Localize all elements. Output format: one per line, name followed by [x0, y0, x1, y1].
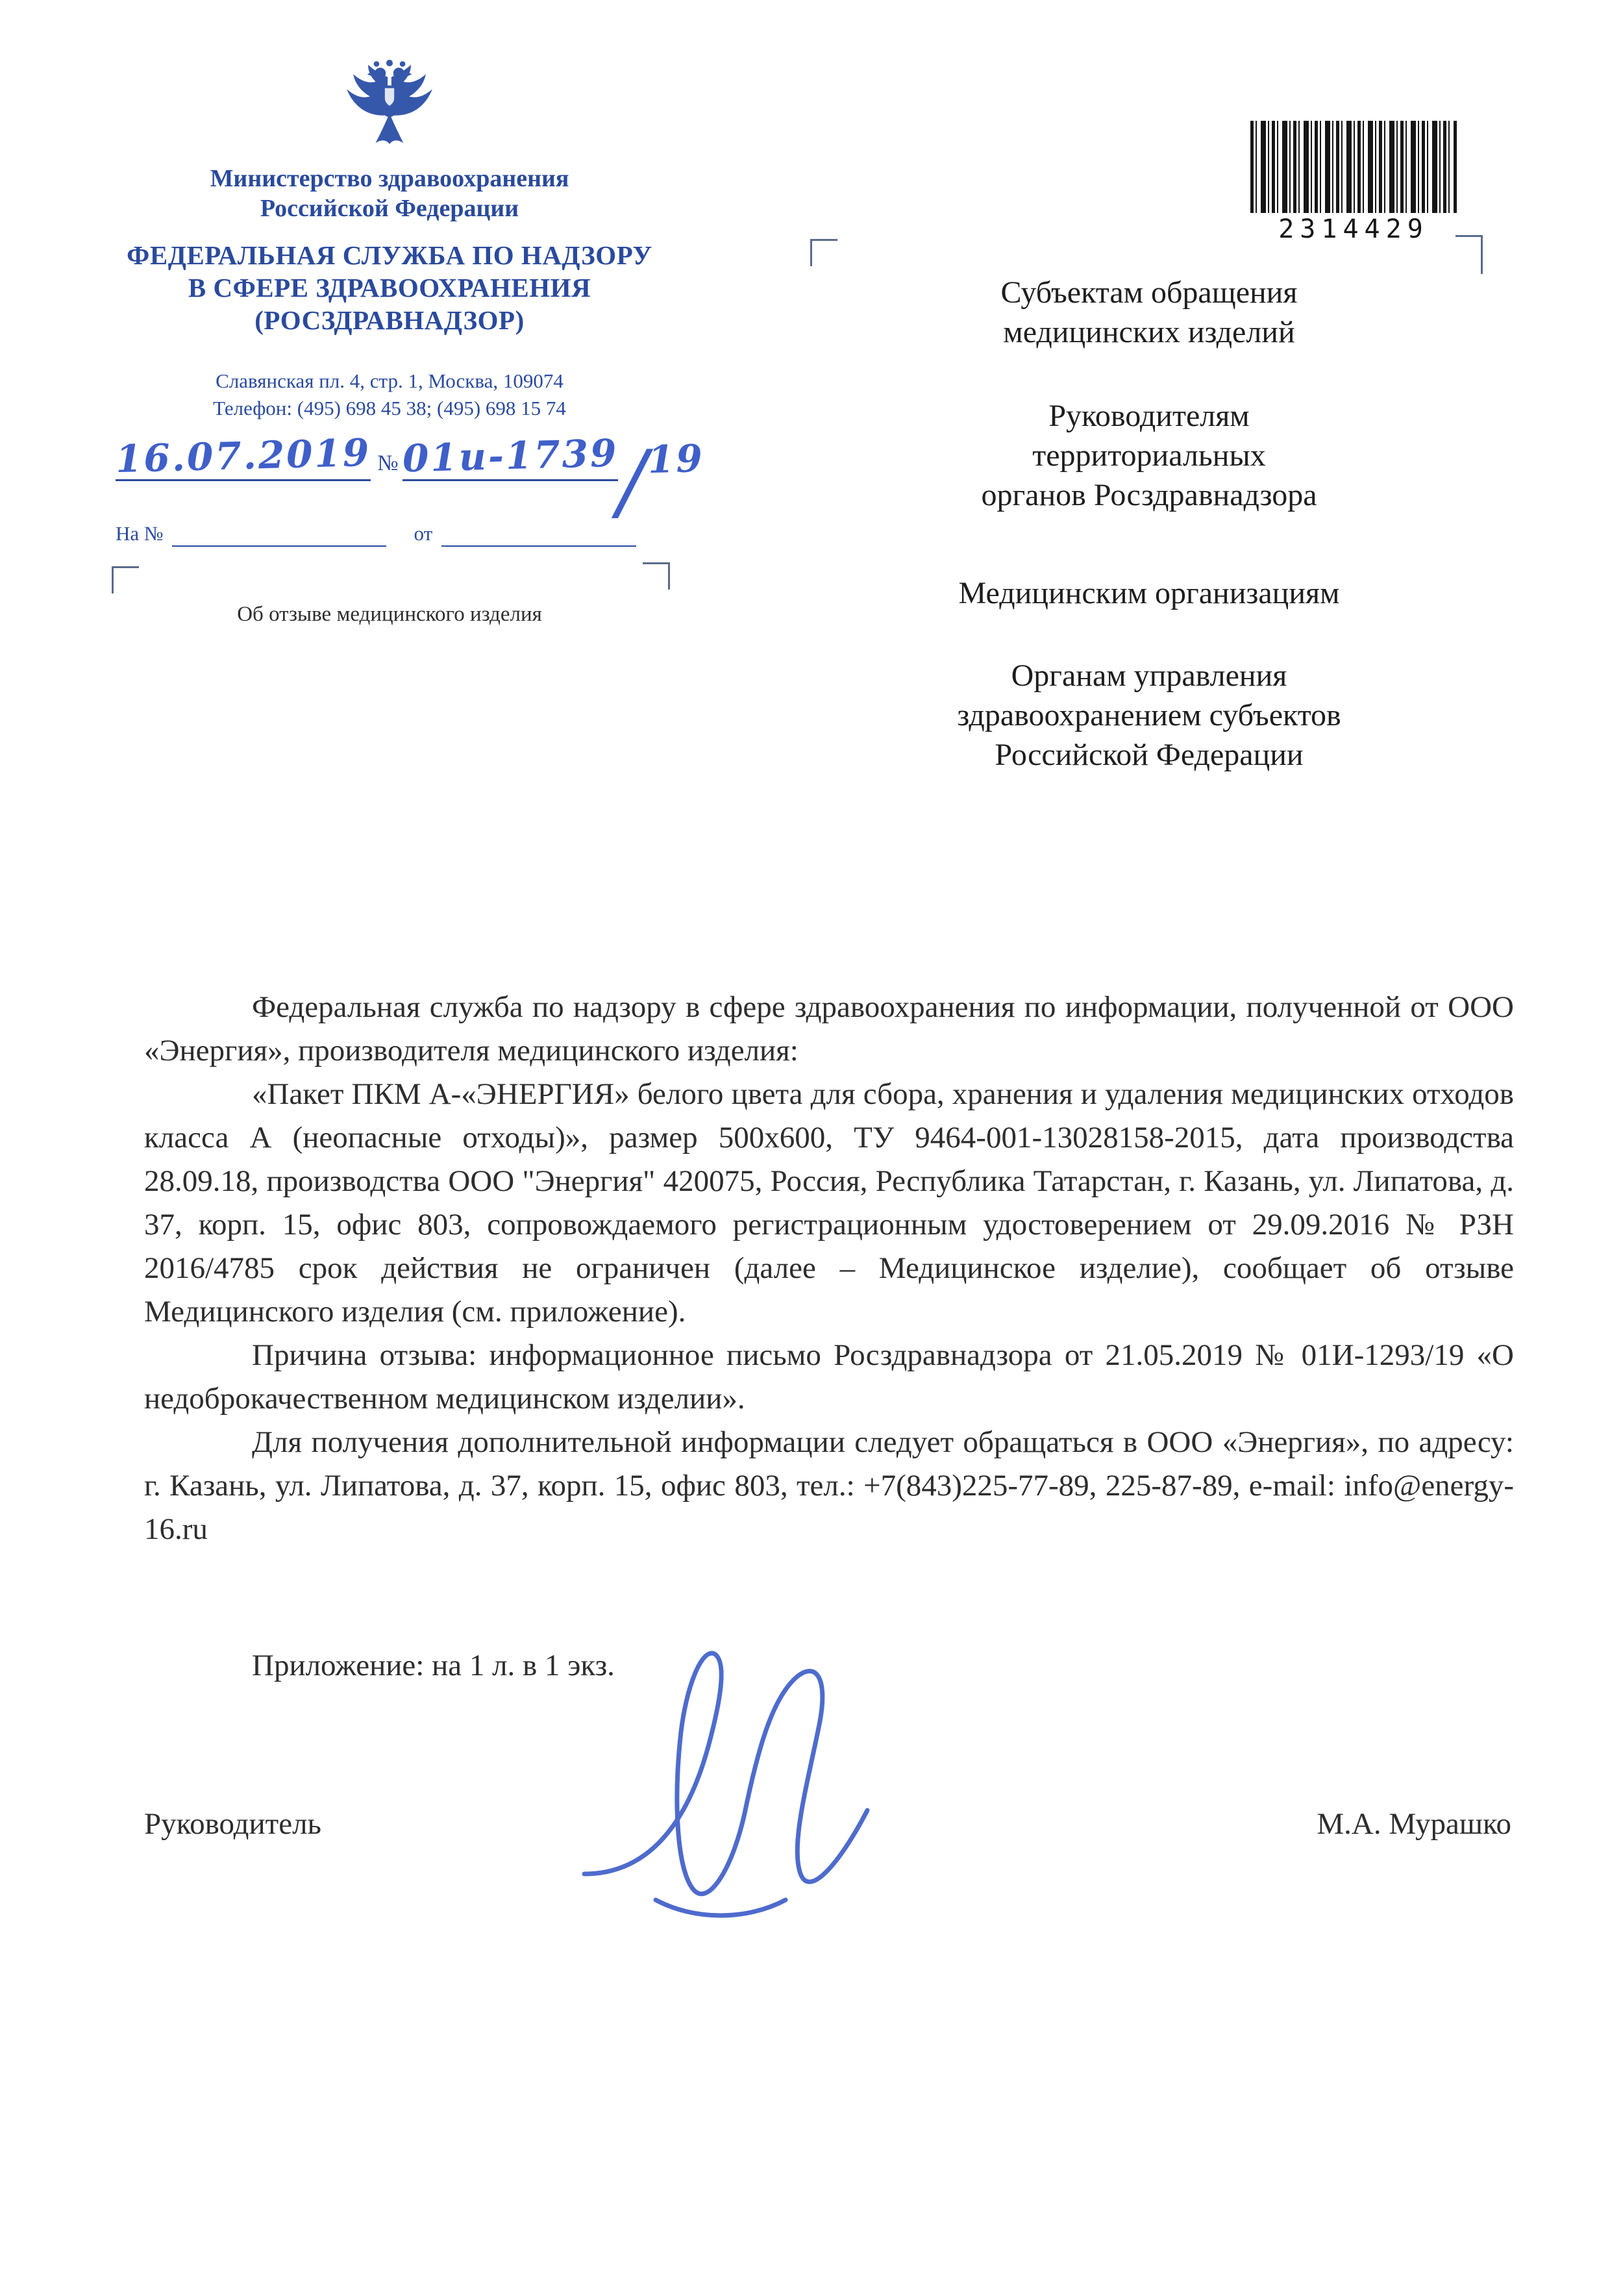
- signer-title: Руководитель: [144, 1807, 321, 1841]
- paragraph: Для получения дополнительной информации следует обращаться в ООО «Энергия», по адресу: г. Казань, ул. Липатова, д. 37, корп. 15, офис 803, тел.: +7(843)225-77-89, 225-87-89, e-mail: info@energy-16.ru: [144, 1425, 1514, 1546]
- ministry-name: [110, 164, 669, 223]
- barcode-bars: [1250, 121, 1457, 213]
- service-line: В СФЕРЕ ЗДРАВООХРАНЕНИЯ: [188, 273, 591, 303]
- outgoing-number-year: 19: [647, 436, 705, 482]
- addressee-line: здравоохранением субъектов: [957, 698, 1341, 732]
- barcode-number: 2314429: [1278, 214, 1429, 244]
- ministry-line: Министерство здравоохранения: [210, 165, 569, 192]
- subject-line: Об отзыве медицинского изделия: [237, 603, 542, 626]
- org-phone: Телефон: (495) 698 45 38; (495) 698 15 74: [213, 397, 566, 419]
- paragraph: Федеральная служба по надзору в сфере здравоохранения по информации, полученной от ООО «Энергия», производителя медицинского изделия:: [144, 990, 1514, 1067]
- number-underline: [401, 430, 619, 481]
- ot-label: от: [414, 522, 433, 545]
- addressee-block: [811, 273, 1487, 352]
- coat-of-arms-icon: [334, 57, 445, 155]
- service-line: (РОСЗДРАВНАДЗОР): [254, 305, 525, 335]
- service-name: [110, 239, 669, 336]
- reference-line: [116, 521, 636, 547]
- na-label: На №: [116, 522, 164, 545]
- addressee-line: Субъектам обращения: [1000, 275, 1298, 310]
- addressee-line: органов Росздравнадзора: [981, 478, 1317, 512]
- address-zone-corner-right: [1455, 235, 1483, 274]
- handwritten-signature-scribble: [539, 1627, 928, 1939]
- addressee-line: Медицинским организациям: [958, 576, 1340, 610]
- reference-number-blank: [172, 522, 386, 547]
- service-line: ФЕДЕРАЛЬНАЯ СЛУЖБА ПО НАДЗОРУ: [127, 240, 652, 270]
- org-address: Славянская пл. 4, стр. 1, Москва, 109074: [216, 369, 564, 392]
- barcode: [1250, 121, 1457, 244]
- address-zone-corner-left: [810, 239, 837, 266]
- ministry-line: Российской Федерации: [260, 195, 519, 222]
- handwritten-slash: /: [618, 432, 647, 530]
- addressee-line: медицинских изделий: [1003, 315, 1295, 349]
- org-contact: [110, 368, 669, 422]
- reference-date-blank: [441, 522, 636, 547]
- paragraph: «Пакет ПКМ А-«ЭНЕРГИЯ» белого цвета для сбора, хранения и удаления медицинских отходов класса А (неопасные отходы)», размер 500х600, ТУ 9464-001-13028158-2015, дата производства 28.09.18, производства ООО "Энергия" 420075, Россия, Республика Татарстан, г. Казань, ул. Липатова, д. 37, корп. 15, офис 803, сопровождаемого регистрационным удостоверением от 29.09.2016 № РЗН 2016/4785 срок действия не ограничен (далее – Медицинское изделие), сообщает об отзыве Медицинского изделия (см. приложение).: [144, 1077, 1514, 1329]
- outgoing-date-handwritten: 16.07.2019: [115, 430, 372, 482]
- addressee-block: [811, 656, 1487, 775]
- addressees: [811, 273, 1487, 775]
- paragraph: Причина отзыва: информационное письмо Росздравнадзора от 21.05.2019 № 01И-1293/19 «О недоброкачественном медицинском изделии».: [144, 1338, 1514, 1416]
- outgoing-date-number-row: [115, 430, 705, 530]
- addressee-block: [811, 573, 1487, 613]
- addressee-line: Российской Федерации: [995, 738, 1304, 772]
- subject-corner-left: [112, 566, 139, 593]
- outgoing-number-handwritten: 01и-1739: [401, 430, 619, 481]
- subject-corner-right: [643, 562, 670, 590]
- attachment-line: Приложение: на 1 л. в 1 экз.: [252, 1649, 615, 1682]
- addressee-line: территориальных: [1032, 438, 1266, 473]
- addressee-line: Органам управления: [1011, 658, 1287, 693]
- body-text: [144, 986, 1514, 1551]
- letterhead: [110, 57, 669, 422]
- date-underline: [115, 430, 372, 482]
- addressee-line: Руководителям: [1048, 399, 1250, 433]
- signer-name: М.А. Мурашко: [1317, 1807, 1511, 1841]
- number-sign: №: [377, 451, 399, 475]
- addressee-block: [811, 396, 1487, 515]
